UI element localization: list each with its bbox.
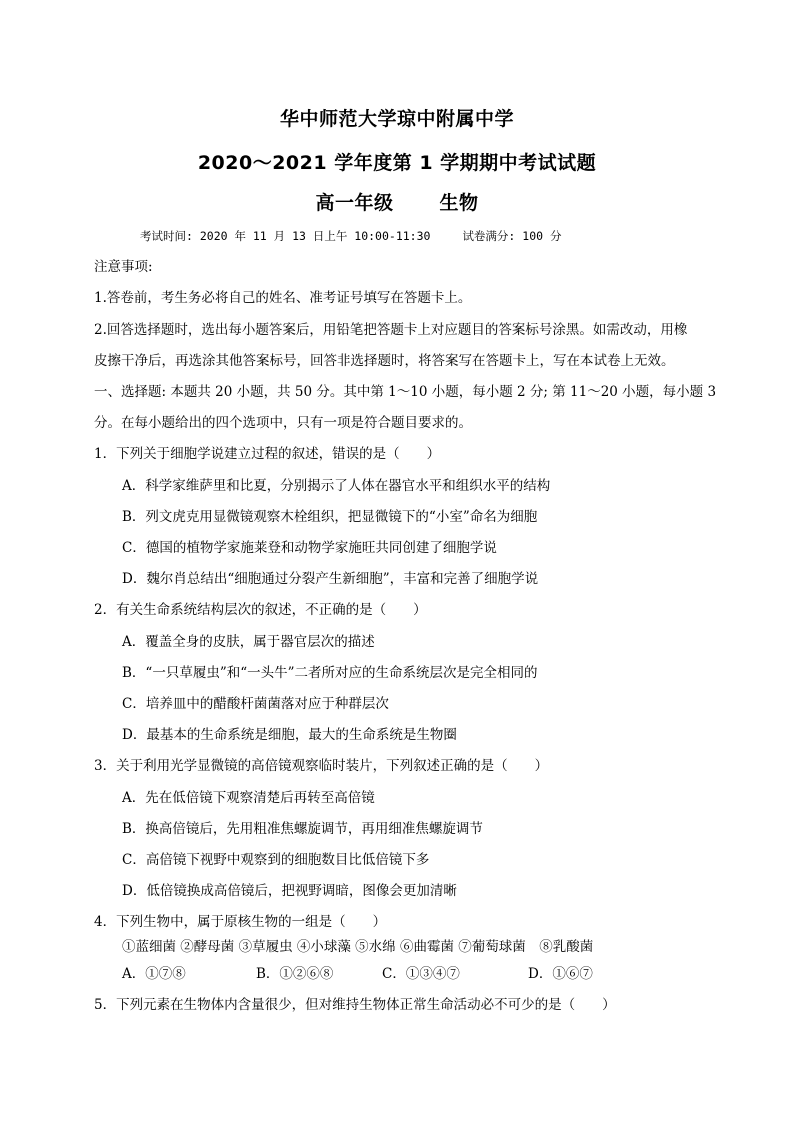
question-1-option-d: D．魏尔肖总结出“细胞通过分裂产生新细胞”，丰富和完善了细胞学说 bbox=[122, 571, 539, 587]
subject-label: 生物 bbox=[439, 192, 479, 214]
question-4-option-a: A．①⑦⑧ bbox=[122, 966, 186, 982]
school-title: 华中师范大学琼中附属中学 bbox=[279, 108, 514, 130]
question-4-stem: 4．下列生物中，属于原核生物的一组是（ ） bbox=[94, 914, 387, 930]
question-3-option-a: A．先在低倍镜下观察清楚后再转至高倍镜 bbox=[122, 790, 375, 806]
question-4-option-b: B．①②⑥⑧ bbox=[256, 966, 334, 982]
exam-meta bbox=[140, 228, 561, 244]
note-1: 1.答卷前，考生务必将自己的姓名、准考证号填写在答题卡上。 bbox=[94, 290, 472, 306]
question-1-option-c: C．德国的植物学家施莱登和动物学家施旺共同创建了细胞学说 bbox=[122, 540, 497, 556]
question-4-options bbox=[122, 965, 593, 983]
note-2-line-2: 皮擦干净后，再选涂其他答案标号，回答非选择题时，将答案写在答题卡上，写在本试卷上无效。 bbox=[94, 353, 675, 369]
full-score: 试卷满分: 100 分 bbox=[462, 229, 562, 243]
question-3-stem: 3．关于利用光学显微镜的高倍镜观察临时装片，下列叙述正确的是（ ） bbox=[94, 758, 549, 774]
grade-label: 高一年级 bbox=[315, 192, 394, 214]
exam-time: 考试时间: 2020 年 11 月 13 日上午 10:00-11:30 bbox=[140, 229, 431, 243]
question-1-stem: 1．下列关于细胞学说建立过程的叙述，错误的是（ ） bbox=[94, 446, 441, 462]
question-1-option-b: B．列文虎克用显微镜观察木栓组织，把显微镜下的“小室”命名为细胞 bbox=[122, 509, 538, 525]
question-2-option-c: C．培养皿中的醋酸杆菌菌落对应于种群层次 bbox=[122, 696, 389, 712]
question-4-option-c: C．①③④⑦ bbox=[382, 966, 460, 982]
exam-title: 2020～2021 学年度第 1 学期期中考试试题 bbox=[197, 152, 597, 174]
question-1-option-a: A．科学家维萨里和比夏，分别揭示了人体在器官水平和组织水平的结构 bbox=[122, 478, 551, 494]
note-2-line-1: 2.回答选择题时，选出每小题答案后，用铅笔把答题卡上对应题目的答案标号涂黑。如需改动，用橡 bbox=[94, 322, 688, 338]
question-5-stem: 5．下列元素在生物体内含量很少，但对维持生物体正常生命活动必不可少的是（ ） bbox=[94, 997, 616, 1013]
question-2-option-a: A．覆盖全身的皮肤，属于器官层次的描述 bbox=[122, 634, 375, 650]
section-heading-line-2: 分。在每小题给出的四个选项中，只有一项是符合题目要求的。 bbox=[94, 415, 472, 431]
question-4-organism-list: ①蓝细菌 ②酵母菌 ③草履虫 ④小球藻 ⑤水绵 ⑥曲霉菌 ⑦葡萄球菌 ⑧乳酸菌 bbox=[122, 939, 594, 955]
notes-title: 注意事项: bbox=[94, 259, 153, 275]
question-2-option-d: D．最基本的生命系统是细胞，最大的生命系统是生物圈 bbox=[122, 727, 457, 743]
question-2-option-b: B．“一只草履虫”和“一头牛”二者所对应的生命系统层次是完全相同的 bbox=[122, 665, 538, 681]
question-4-option-d: D．①⑥⑦ bbox=[528, 966, 593, 982]
question-3-option-d: D．低倍镜换成高倍镜后，把视野调暗，图像会更加清晰 bbox=[122, 883, 457, 899]
question-2-stem: 2．有关生命系统结构层次的叙述，不正确的是（ ） bbox=[94, 602, 427, 618]
section-heading-line-1: 一、选择题: 本题共 20 小题，共 50 分。其中第 1～10 小题，每小题 2 分; 第 11～20 小题，每小题 3 bbox=[94, 384, 717, 400]
question-3-option-b: B．换高倍镜后，先用粗准焦螺旋调节，再用细准焦螺旋调节 bbox=[122, 821, 483, 837]
question-3-option-c: C．高倍镜下视野中观察到的细胞数目比低倍镜下多 bbox=[122, 852, 430, 868]
grade-subject-title bbox=[0, 188, 794, 215]
